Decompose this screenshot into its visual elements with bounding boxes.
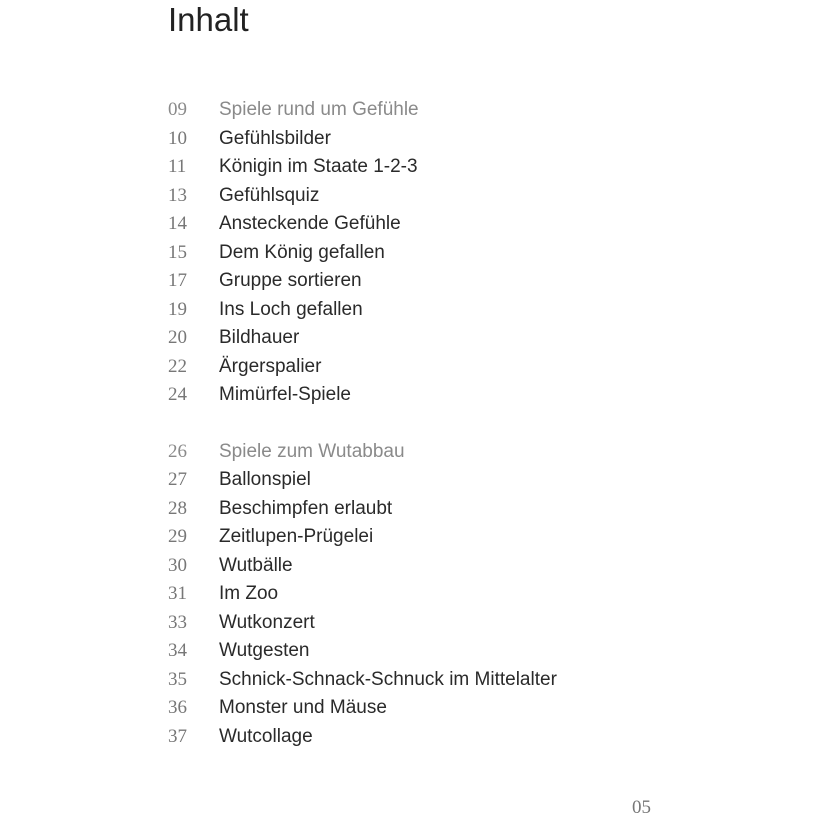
- toc-entry[interactable]: [168, 637, 688, 666]
- toc-page-number: 31: [168, 583, 187, 604]
- toc-entry-title: Wutgesten: [219, 640, 310, 661]
- toc-page-number: 35: [168, 668, 187, 690]
- toc-entry-title: Ansteckende Gefühle: [219, 213, 401, 234]
- toc-entry-title: Gefühlsquiz: [219, 184, 320, 206]
- toc-entry-title: Gefühlsbilder: [219, 127, 331, 149]
- toc-entry-title: Beschimpfen erlaubt: [219, 497, 393, 519]
- toc-entry-title: Zeitlupen-Prügelei: [219, 526, 374, 547]
- toc-page-number: 30: [168, 554, 187, 576]
- toc-page-number: 11: [168, 156, 187, 177]
- toc-section-title: Spiele rund um Gefühle: [219, 99, 419, 120]
- toc-entry[interactable]: [168, 239, 688, 268]
- toc-entry[interactable]: [168, 609, 688, 638]
- toc-entry-title: Ins Loch gefallen: [219, 298, 363, 320]
- toc-page-number: 13: [168, 184, 187, 206]
- toc-entry-title: Im Zoo: [219, 583, 279, 604]
- page-number: 05: [632, 797, 651, 818]
- toc-page-number: 34: [168, 640, 187, 661]
- toc-entry[interactable]: [168, 381, 688, 410]
- toc-entry[interactable]: [168, 182, 688, 211]
- toc-entry-title: Dem König gefallen: [219, 241, 385, 263]
- toc-entry[interactable]: [168, 324, 688, 353]
- toc-section-feelings: [168, 96, 688, 410]
- toc-page-number: 24: [168, 384, 187, 405]
- toc-section-heading[interactable]: [168, 438, 688, 467]
- toc-entry[interactable]: [168, 580, 688, 609]
- toc-entry[interactable]: [168, 552, 688, 581]
- toc-section-heading[interactable]: [168, 96, 688, 125]
- toc-entry[interactable]: [168, 210, 688, 239]
- toc-page-number: 26: [168, 440, 187, 462]
- toc-page-number: 22: [168, 355, 187, 377]
- toc-page-number: 37: [168, 725, 187, 747]
- toc-entry-title: Ärgerspalier: [219, 355, 322, 377]
- toc-entry-title: Königin im Staate 1-2-3: [219, 156, 418, 177]
- toc-entry-title: Wutcollage: [219, 725, 313, 747]
- toc-page-number: 36: [168, 697, 187, 718]
- toc-entry[interactable]: [168, 153, 688, 182]
- toc-page-number: 14: [168, 213, 187, 234]
- toc-entry-title: Ballonspiel: [219, 469, 311, 490]
- page-title: Inhalt: [168, 1, 249, 38]
- toc-entry[interactable]: [168, 723, 688, 752]
- toc-entry[interactable]: [168, 495, 688, 524]
- toc-entry[interactable]: [168, 125, 688, 154]
- toc-section-anger: [168, 438, 688, 752]
- toc-entry[interactable]: [168, 353, 688, 382]
- toc-page-number: 10: [168, 127, 187, 149]
- toc-page-number: 19: [168, 298, 187, 320]
- toc-entry-title: Mimürfel-Spiele: [219, 384, 351, 405]
- toc-entry-title: Wutbälle: [219, 554, 293, 576]
- toc-page-number: 15: [168, 241, 187, 263]
- toc-page-number: 27: [168, 469, 187, 490]
- toc-entry[interactable]: [168, 694, 688, 723]
- toc-entry-title: Wutkonzert: [219, 611, 315, 633]
- toc-entry-title: Gruppe sortieren: [219, 270, 362, 291]
- toc-page-number: 17: [168, 270, 187, 291]
- toc-entry[interactable]: [168, 296, 688, 325]
- toc-page-number: 33: [168, 611, 187, 633]
- toc-page-number: 20: [168, 327, 187, 348]
- toc-section-title: Spiele zum Wutabbau: [219, 440, 405, 462]
- toc-entry-title: Monster und Mäuse: [219, 697, 387, 718]
- toc-entry[interactable]: [168, 523, 688, 552]
- toc-page-number: 29: [168, 526, 187, 547]
- toc-entry[interactable]: [168, 267, 688, 296]
- toc-entry[interactable]: [168, 466, 688, 495]
- toc-page-number: 28: [168, 497, 187, 519]
- toc-entry-title: Schnick-Schnack-Schnuck im Mittelalter: [219, 668, 557, 690]
- toc-entry[interactable]: [168, 666, 688, 695]
- toc-page-number: 09: [168, 99, 187, 120]
- toc-entry-title: Bildhauer: [219, 327, 300, 348]
- table-of-contents: [168, 96, 688, 751]
